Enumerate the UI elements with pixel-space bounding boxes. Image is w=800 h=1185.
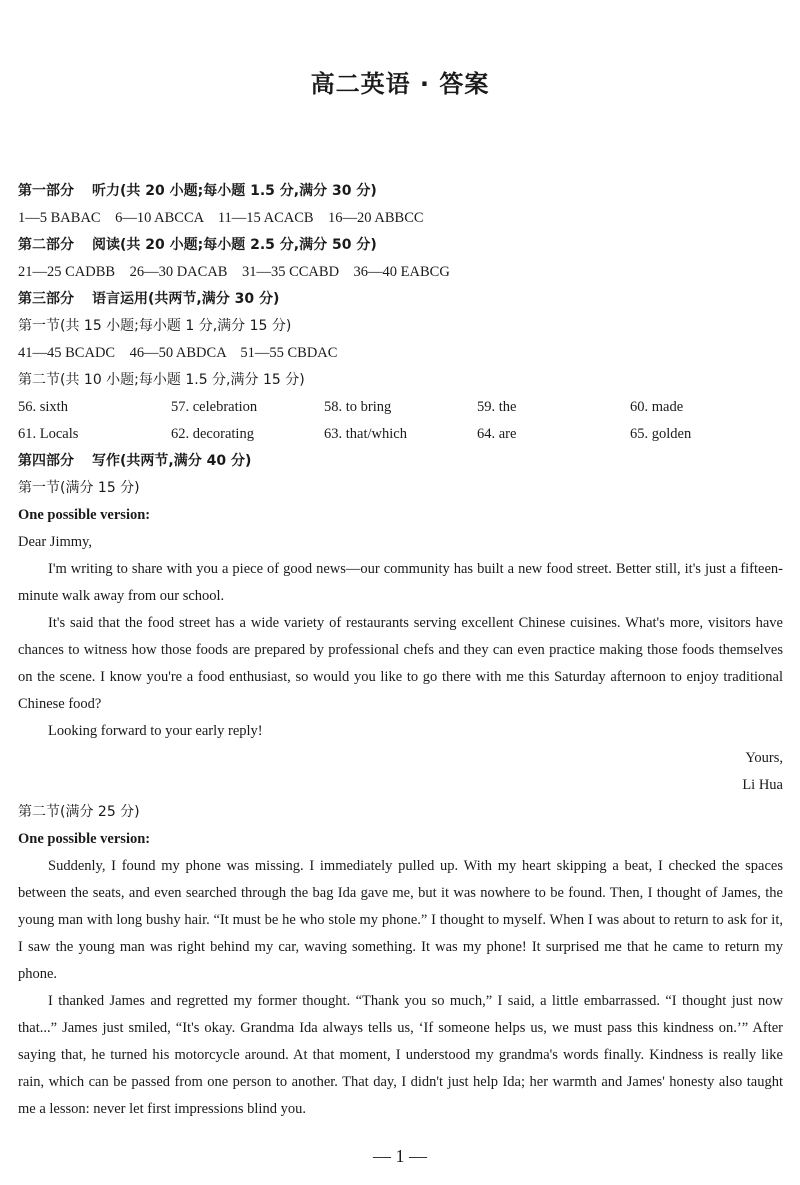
part4-label: 第四部分 [18, 453, 74, 469]
answer-63: 63. that/which [324, 426, 407, 442]
letter-paragraph-3: Looking forward to your early reply! [48, 723, 263, 739]
letter-greeting: Dear Jimmy, [18, 534, 92, 550]
part3-section2-row2 [18, 421, 783, 448]
answer-59: 59. the [477, 399, 517, 415]
answer-57: 57. celebration [171, 399, 258, 415]
part3-heading [18, 286, 783, 313]
page-number: — 1 — [373, 1146, 427, 1166]
answer-64: 64. are [477, 426, 517, 442]
part4-heading [18, 448, 783, 475]
part3-section2-title: 第二节(共 10 小题;每小题 1.5 分,满分 15 分) [18, 372, 305, 388]
part3-section1-answers: 41—45 BCADC 46—50 ABDCA 51—55 CBDAC [18, 345, 338, 361]
part4-section2-title: 第二节(满分 25 分) [18, 804, 140, 820]
letter-paragraph-1: I'm writing to share with you a piece of good news—our community has built a new food street. Better still, it's just a fifteen-minute walk away from our school. [18, 561, 783, 604]
part1-answers: 1—5 BABAC 6—10 ABCCA 11—15 ACACB 16—20 ABBCC [18, 210, 424, 226]
part4-section1-title: 第一节(满分 15 分) [18, 480, 140, 496]
part2-name: 阅读(共 20 小题;每小题 2.5 分,满分 50 分) [92, 237, 377, 253]
part4-section2-version-label: One possible version: [18, 831, 151, 847]
part3-name: 语言运用(共两节,满分 30 分) [92, 291, 280, 307]
part1-heading [18, 178, 783, 205]
answer-65: 65. golden [630, 426, 692, 442]
part2-answers: 21—25 CADBB 26—30 DACAB 31—35 CCABD 36—40 EABCG [18, 264, 450, 280]
letter-signature: Li Hua [742, 777, 783, 793]
part4-section1-version-label: One possible version: [18, 507, 151, 523]
part4-name: 写作(共两节,满分 40 分) [92, 453, 252, 469]
part1-label: 第一部分 [18, 183, 74, 199]
answer-58: 58. to bring [324, 399, 392, 415]
story-paragraph-2: I thanked James and regretted my former thought. “Thank you so much,” I said, a little embarrassed. “I thought just now that...” James just smiled, “It's okay. Grandma Ida always tells us, ‘If someone helps us, we must pass this kindness on.’” After saying that, he turned his motorcycle around. At that moment, I understood my grandma's words finally. Kindness is really like rain, which can be passed from one person to another. That day, I didn't just help Ida; her warmth and James' honesty also taught me a lesson: never let first impressions blind you. [18, 993, 783, 1117]
part3-section1-title: 第一节(共 15 小题;每小题 1 分,满分 15 分) [18, 318, 292, 334]
part1-name: 听力(共 20 小题;每小题 1.5 分,满分 30 分) [92, 183, 377, 199]
answer-56: 56. sixth [18, 399, 68, 415]
page-title: 高二英语 · 答案 [310, 70, 490, 98]
part3-section2-row1 [18, 394, 783, 421]
answer-61: 61. Locals [18, 426, 79, 442]
letter-paragraph-2: It's said that the food street has a wide variety of restaurants serving excellent Chinese cuisines. What's more, visitors have chances to witness how those foods are prepared by professional chefs and they can even practice making those foods themselves on the scene. I know you're a food enthusiast, so would you like to go there with me this Saturday afternoon to enjoy traditional Chinese food? [18, 615, 783, 712]
part3-label: 第三部分 [18, 291, 74, 307]
part2-heading [18, 232, 783, 259]
part2-label: 第二部分 [18, 237, 74, 253]
answer-62: 62. decorating [171, 426, 254, 442]
story-paragraph-1: Suddenly, I found my phone was missing. I immediately pulled up. With my heart skipping a beat, I checked the spaces between the seats, and even searched through the bag Ida gave me, but it was nowhere to be found. Then, I thought of James, the young man with long bushy hair. “It must be he who stole my phone.” I thought to myself. When I was about to return to ask for it, I saw the young man was right behind my car, waving something. It was my phone! It surprised me that he came to return my phone. [18, 858, 783, 982]
answer-content [18, 178, 783, 1123]
letter-closing: Yours, [745, 750, 783, 766]
answer-60: 60. made [630, 399, 684, 415]
